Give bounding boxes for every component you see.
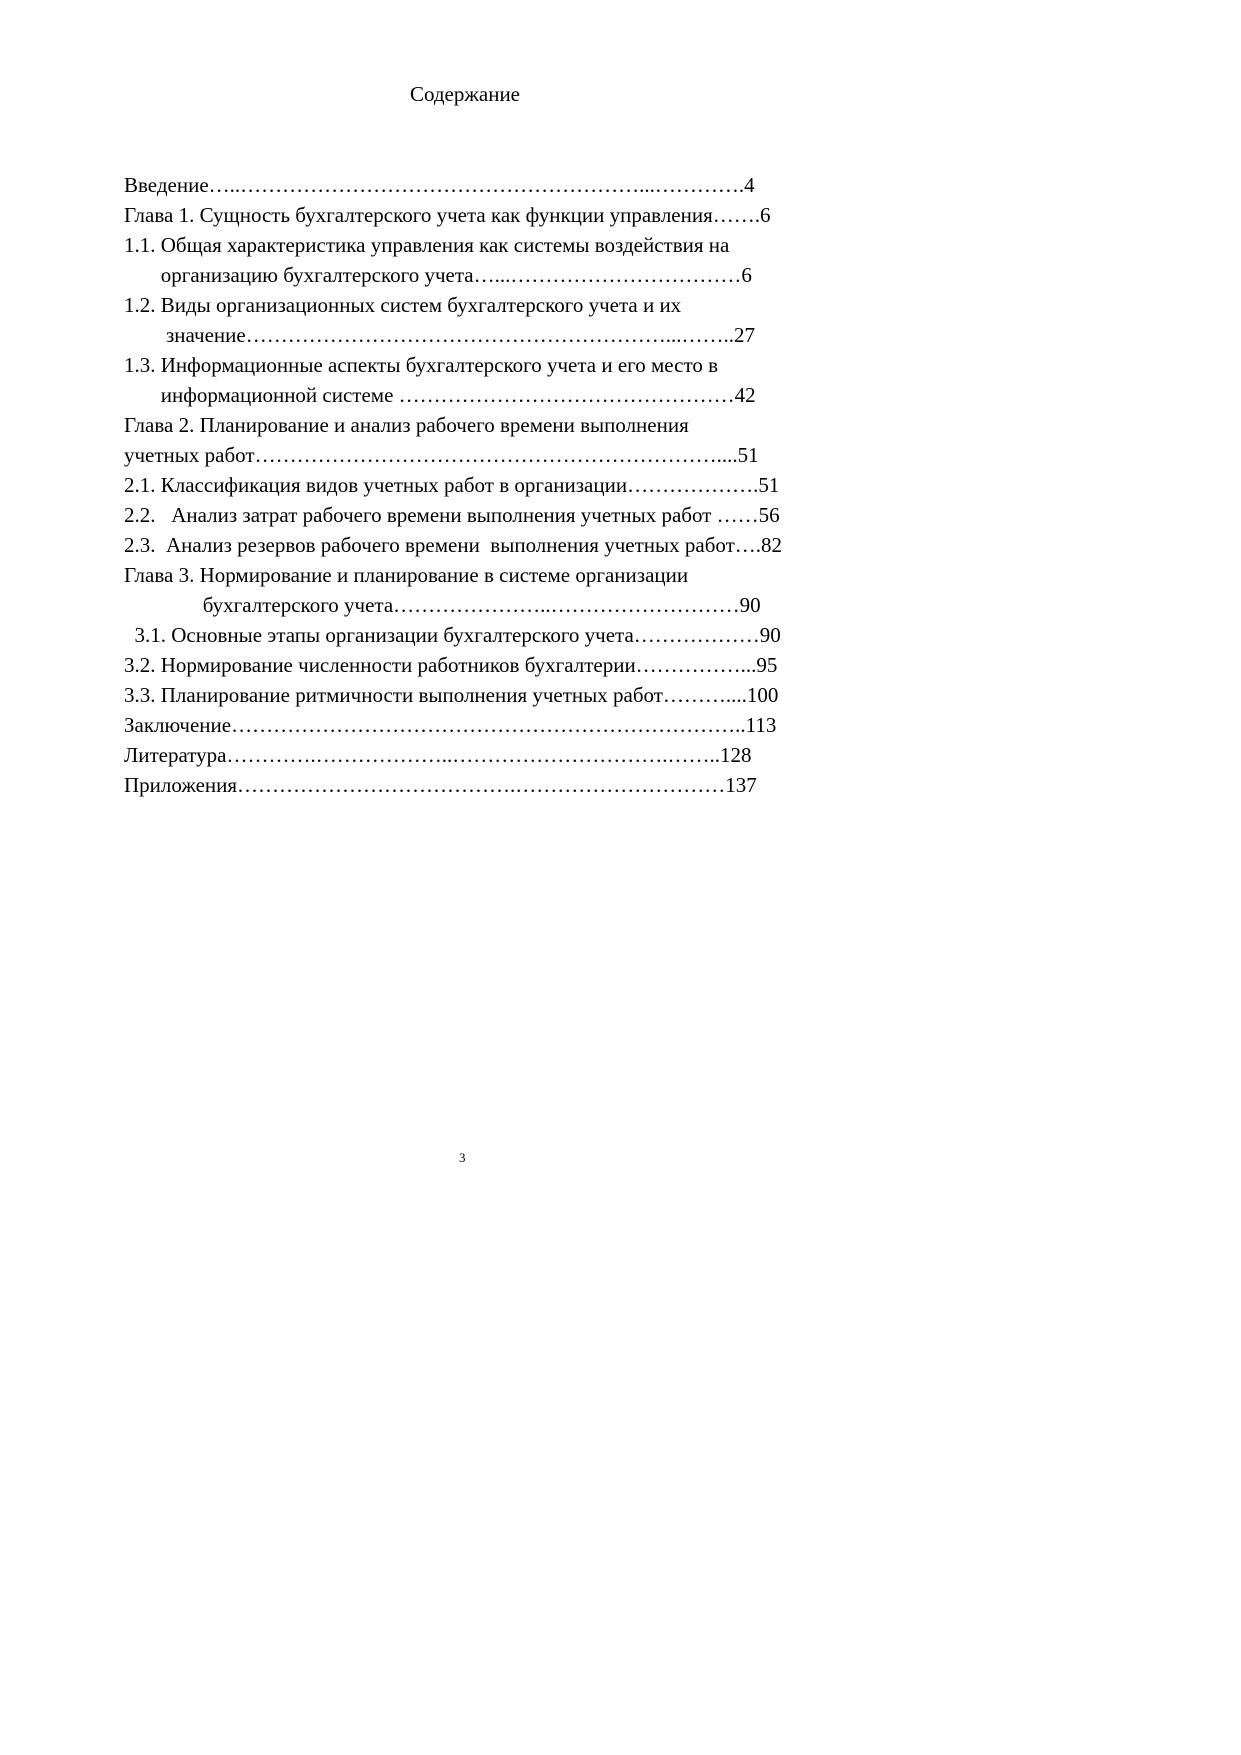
toc-line-appendices: Приложения………………………………….…………………………137 bbox=[124, 773, 757, 797]
toc-line-section-2-2: 2.2. Анализ затрат рабочего времени выполнения учетных работ ……56 bbox=[124, 503, 780, 527]
toc-line-introduction: Введение…..…………………………………………………...………….4 bbox=[124, 173, 755, 197]
toc-line-chapter-3: Глава 3. Нормирование и планирование в системе организации bbox=[124, 563, 689, 587]
toc-line-conclusion: Заключение………………………………………………………………..113 bbox=[124, 713, 777, 737]
page-title: Содержание bbox=[409, 82, 521, 106]
toc-line-section-1-1-cont: организацию бухгалтерского учета…...……………………………6 bbox=[124, 263, 752, 287]
toc-line-chapter-2: Глава 2. Планирование и анализ рабочего времени выполнения bbox=[124, 413, 689, 437]
toc-line-section-3-1: 3.1. Основные этапы организации бухгалтерского учета………………90 bbox=[124, 623, 781, 647]
toc-line-chapter-3-cont: бухгалтерского учета…………………..………………………90 bbox=[124, 593, 761, 617]
toc-line-section-3-3: 3.3. Планирование ритмичности выполнения учетных работ………....100 bbox=[124, 683, 779, 707]
page-number: 3 bbox=[459, 1150, 466, 1165]
toc-line-section-1-2: 1.2. Виды организационных систем бухгалтерского учета и их bbox=[124, 293, 682, 317]
toc-line-chapter-2-cont: учетных работ…………………………………………………………....51 bbox=[124, 443, 759, 467]
toc-line-section-2-3: 2.3. Анализ резервов рабочего времени выполнения учетных работ….82 bbox=[124, 533, 783, 557]
toc-line-section-2-1: 2.1. Классификация видов учетных работ в организации……………….51 bbox=[124, 473, 780, 497]
toc-line-section-1-2-cont: значение……………………………………………………...……..27 bbox=[124, 323, 755, 347]
toc-line-section-3-2: 3.2. Нормирование численности работников бухгалтерии……………...95 bbox=[124, 653, 778, 677]
toc-line-section-1-1: 1.1. Общая характеристика управления как системы воздействия на bbox=[124, 233, 730, 257]
toc-line-literature: Литература………….………………..………………………….……..128 bbox=[124, 743, 752, 767]
toc-line-chapter-1: Глава 1. Сущность бухгалтерского учета как функции управления…….6 bbox=[124, 203, 771, 227]
toc-line-section-1-3: 1.3. Информационные аспекты бухгалтерского учета и его место в bbox=[124, 353, 719, 377]
toc-line-section-1-3-cont: информационной системе …………………………………………42 bbox=[124, 383, 756, 407]
